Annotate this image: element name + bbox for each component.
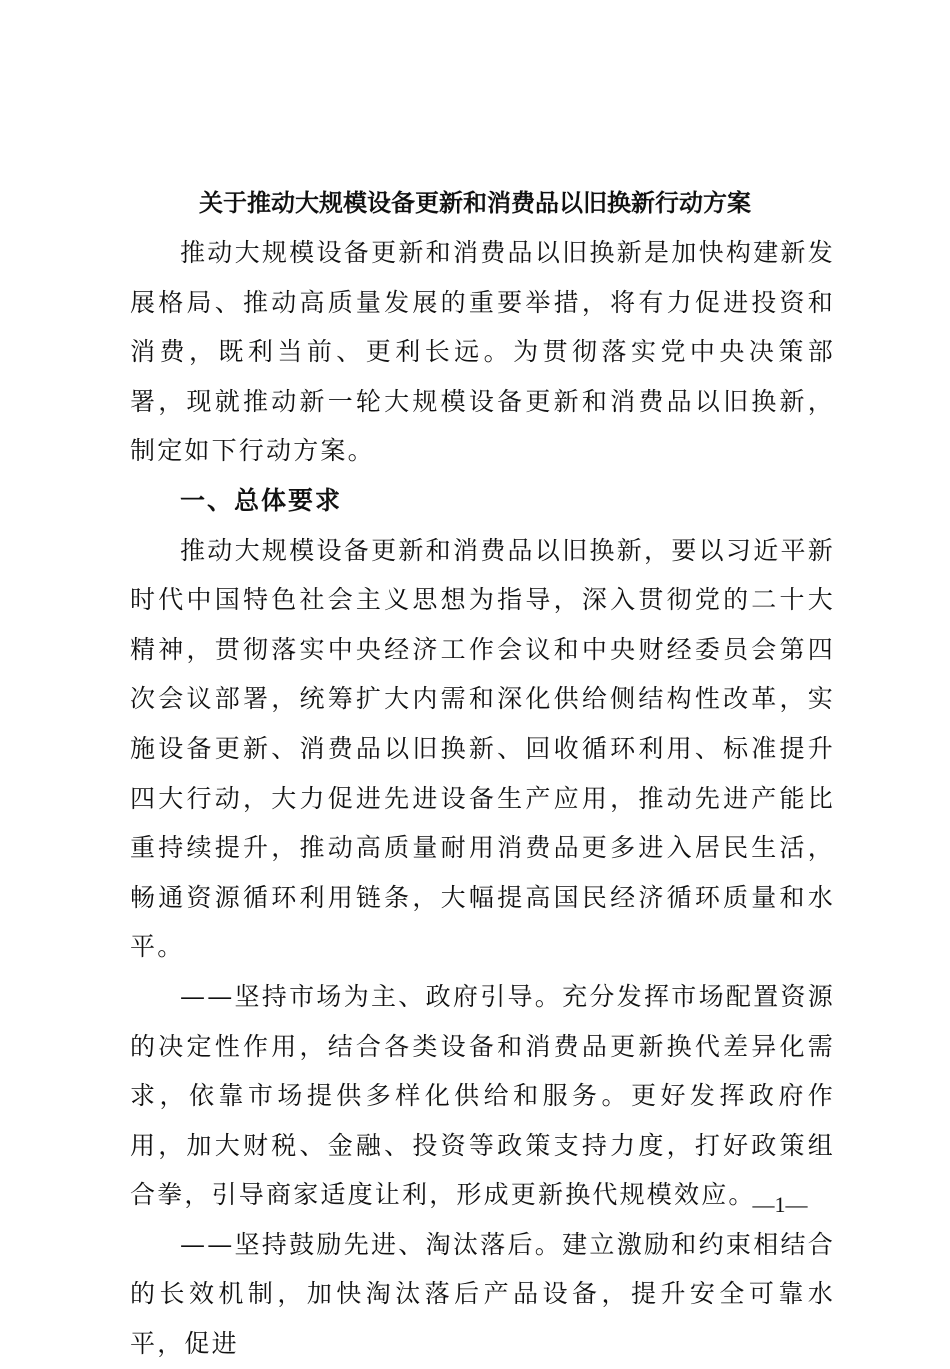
document-title: 关于推动大规模设备更新和消费品以旧换新行动方案: [199, 188, 751, 217]
intro-paragraph: 推动大规模设备更新和消费品以旧换新是加快构建新发展格局、推动高质量发展的重要举措，将有力促进投资和消费，既利当前、更利长远。为贯彻落实党中央决策部署，现就推动新一轮大规模设备更新和消费品以旧换新，制定如下行动方案。: [130, 238, 835, 466]
general-requirements-paragraph: 推动大规模设备更新和消费品以旧换新，要以习近平新时代中国特色社会主义思想为指导，深入贯彻党的二十大精神，贯彻落实中央经济工作会议和中央财经委员会第四次会议部署，统筹扩大内需和深化供给侧结构性改革，实施设备更新、消费品以旧换新、回收循环利用、标准提升四大行动，大力促进先进设备生产应用，推动先进产能比重持续提升，推动高质量耐用消费品更多进入居民生活，畅通资源循环利用链条，大幅提高国民经济循环质量和水平。: [130, 535, 835, 962]
section-heading-general-requirements: 一、总体要求: [180, 485, 343, 515]
principle-advanced-paragraph: ——坚持鼓励先进、淘汰落后。建立激励和约束相结合的长效机制，加快淘汰落后产品设备，提升安全可靠水平，促进: [130, 1229, 835, 1359]
principle-market-paragraph: ——坚持市场为主、政府引导。充分发挥市场配置资源的决定性作用，结合各类设备和消费品更新换代差异化需求，依靠市场提供多样化供给和服务。更好发挥政府作用，加大财税、金融、投资等政策支持力度，打好政策组合拳，引导商家适度让利，形成更新换代规模效应。: [130, 981, 835, 1210]
document-body: [130, 228, 835, 1369]
page-number: —1—: [752, 1192, 808, 1217]
